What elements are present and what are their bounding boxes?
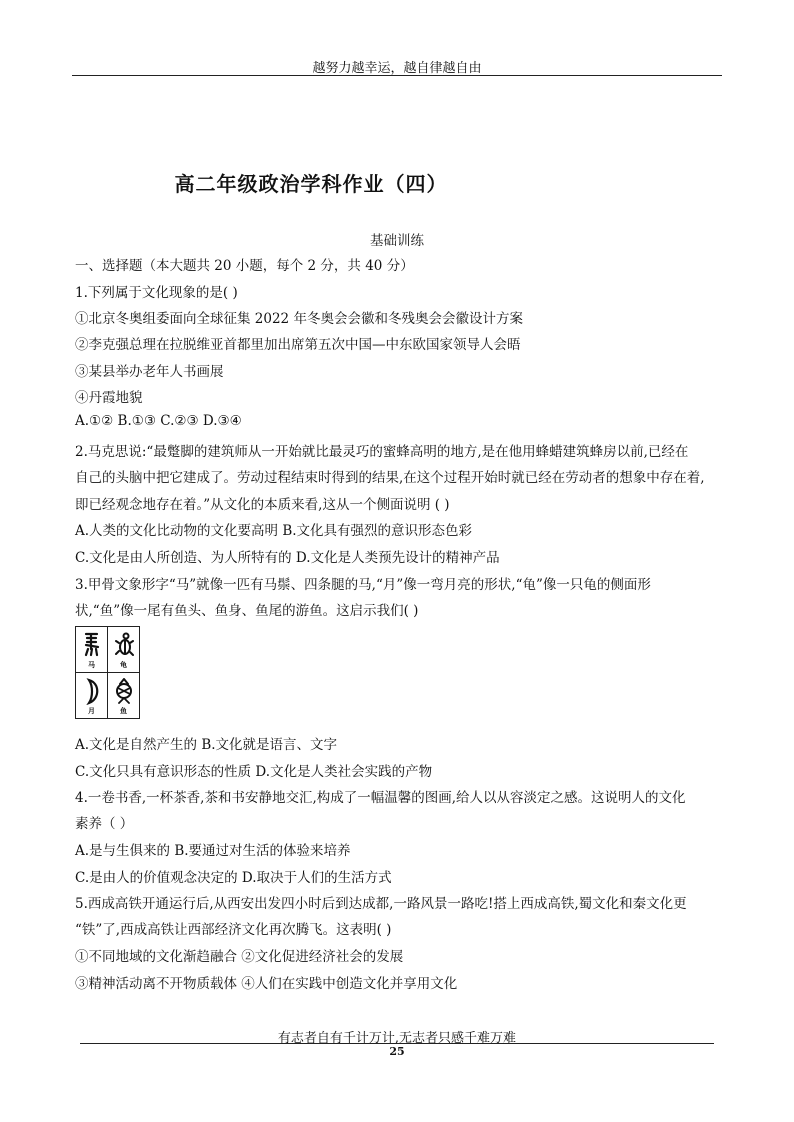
- question-line: 素养（ ）: [75, 816, 134, 832]
- answer-options: A.文化是自然产生的 B.文化就是语言、文字: [75, 737, 338, 753]
- question-line: 1.下列属于文化现象的是( ): [75, 285, 238, 301]
- oracle-char-caption: 鱼: [120, 706, 127, 715]
- answer-options: ③精神活动离不开物质载体 ④人们在实践中创造文化并享用文化: [75, 976, 458, 992]
- question-line: 3.甲骨文象形字“马”就像一匹有马鬃、四条腿的马,“月”像一弯月亮的形状,“龟”像一只龟的侧面形: [75, 577, 651, 593]
- page-title: 高二年级政治学科作业（四）: [174, 172, 448, 196]
- oracle-char-caption: 月: [88, 706, 95, 715]
- question-line: 即已经观念地存在着。”从文化的本质来看,这从一个侧面说明 ( ): [75, 497, 450, 513]
- oracle-horse-icon: [82, 631, 102, 659]
- answer-options: C.是由人的价值观念决定的 D.取决于人们的生活方式: [75, 870, 392, 886]
- question-line: ④丹霞地貌: [75, 390, 143, 406]
- oracle-moon-icon: [82, 677, 102, 705]
- question-line: 状,“鱼”像一尾有鱼头、鱼身、鱼尾的游鱼。这启示我们( ): [75, 603, 419, 619]
- oracle-char-cell: [108, 627, 139, 672]
- answer-options: A.人类的文化比动物的文化要高明 B.文化具有强烈的意识形态色彩: [75, 523, 473, 539]
- question-line: 4.一卷书香,一杯茶香,茶和书安静地交汇,构成了一幅温馨的图画,给人以从容淡定之感。这说明人的文化: [75, 790, 686, 806]
- question-line: “铁”了,西成高铁让西部经济文化再次腾飞。这表明( ): [75, 922, 392, 938]
- answer-options: A.①② B.①③ C.②③ D.③④: [75, 413, 242, 429]
- section-subtitle: 基础训练: [370, 233, 424, 249]
- question-line: ③某县举办老年人书画展: [75, 364, 224, 380]
- oracle-char-cell: [108, 673, 139, 718]
- question-line: 自己的头脑中把它建成了。劳动过程结束时得到的结果,在这个过程开始时就已经在劳动者的想象中存在着,: [75, 470, 705, 486]
- oracle-fish-icon: [114, 677, 134, 705]
- oracle-bone-figure: [75, 626, 140, 719]
- header-rule: [72, 75, 722, 76]
- question-line: ②李克强总理在拉脱维亚首都里加出席第五次中国—中东欧国家领导人会晤: [75, 337, 521, 353]
- answer-options: C.文化只具有意识形态的性质 D.文化是人类社会实践的产物: [75, 764, 433, 780]
- oracle-turtle-icon: [114, 631, 134, 659]
- oracle-char-cell: [76, 673, 107, 718]
- page-number: 25: [389, 1045, 405, 1058]
- section-heading: 一、选择题（本大题共 20 小题，每个 2 分，共 40 分）: [75, 258, 414, 274]
- question-line: ①北京冬奥组委面向全球征集 2022 年冬奥会会徽和冬残奥会会徽设计方案: [75, 311, 523, 327]
- answer-options: ①不同地域的文化渐趋融合 ②文化促进经济社会的发展: [75, 949, 404, 965]
- oracle-char-cell: [76, 627, 107, 672]
- question-line: 5.西成高铁开通运行后,从西安出发四小时后到达成都,一路风景一路吃!搭上西成高铁,蜀文化和秦文化更: [75, 896, 687, 912]
- header-motto: 越努力越幸运，越自律越自由: [312, 61, 482, 76]
- answer-options: C.文化是由人所创造、为人所特有的 D.文化是人类预先设计的精神产品: [75, 550, 500, 566]
- question-line: 2.马克思说:“最蹩脚的建筑师从一开始就比最灵巧的蜜蜂高明的地方,是在他用蜂蜡建筑蜂房以前,已经在: [75, 444, 689, 460]
- footer-motto: 有志者自有千计万计,无志者只感千难万难: [277, 1031, 517, 1046]
- oracle-char-caption: 马: [88, 660, 95, 669]
- footer-rule: [80, 1043, 714, 1044]
- answer-options: A.是与生俱来的 B.要通过对生活的体验来培养: [75, 843, 351, 859]
- oracle-char-caption: 龟: [120, 660, 127, 669]
